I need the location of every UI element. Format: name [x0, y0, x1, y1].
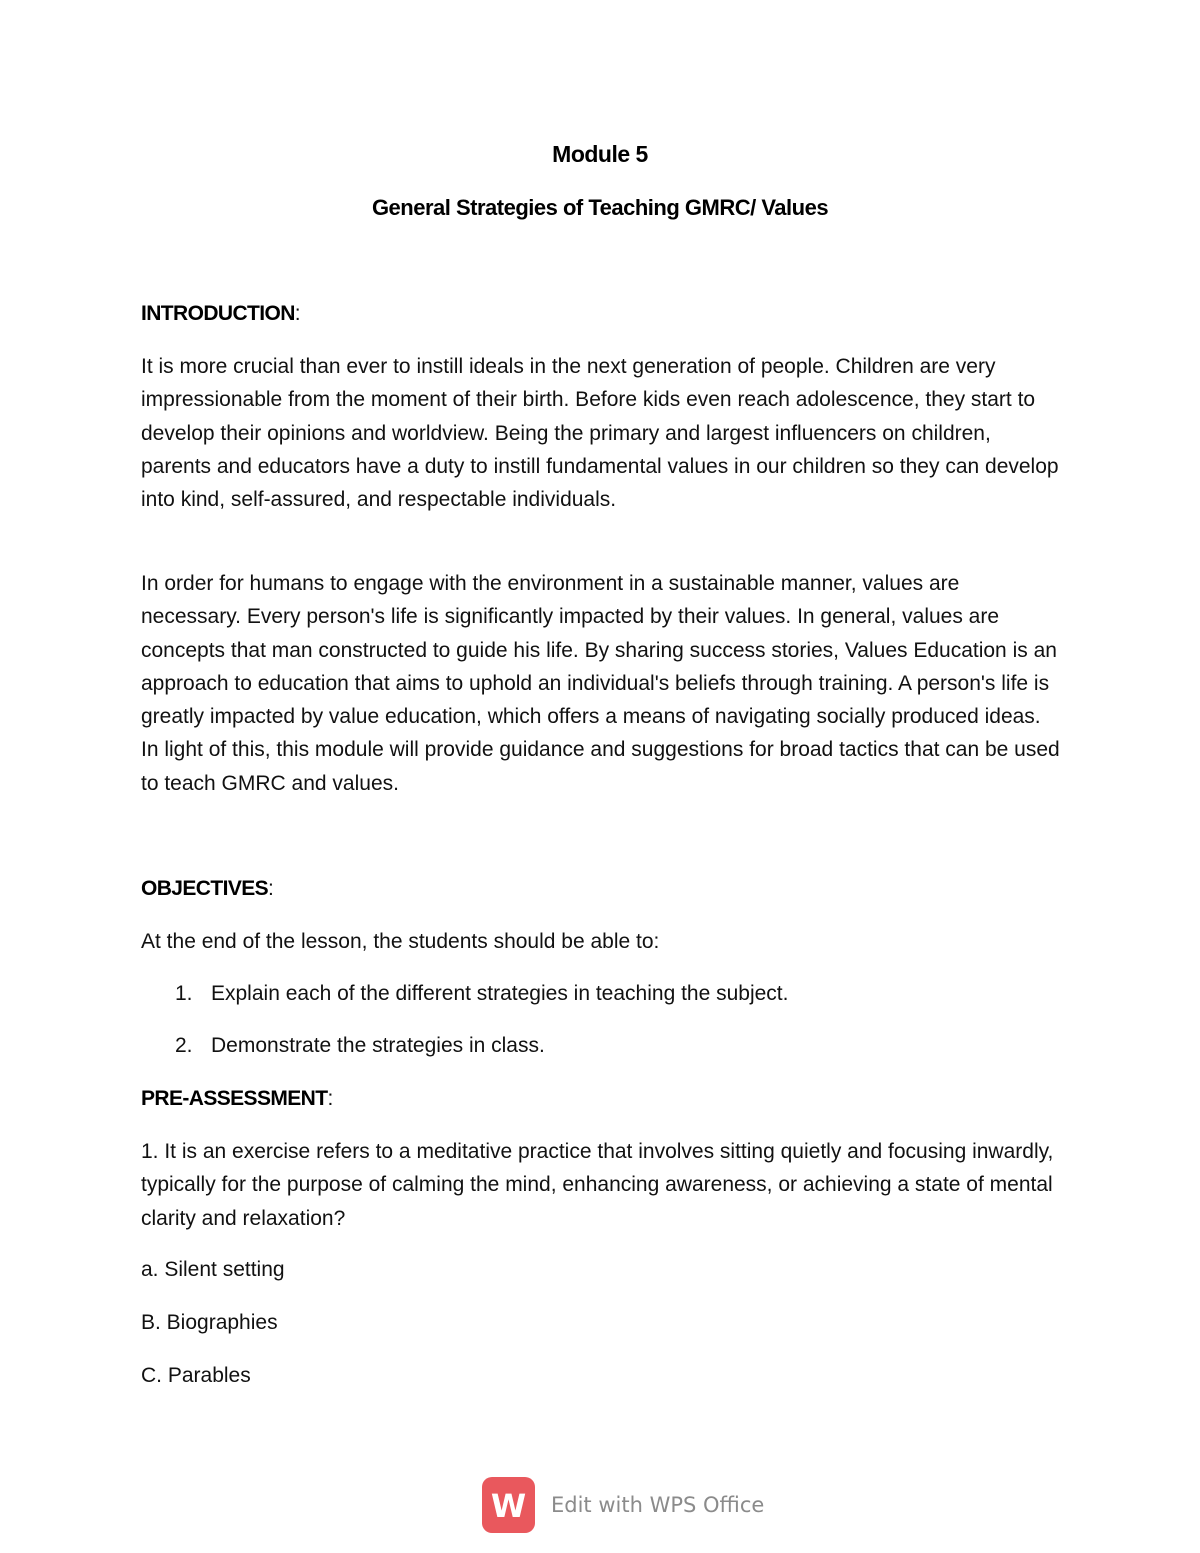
pre-assessment-heading	[141, 1082, 1061, 1115]
objective-text-1: Explain each of the different strategies in teaching the subject.	[211, 982, 789, 1005]
introduction-paragraph-1: It is more crucial than ever to instill ideals in the next generation of people. Children are very impressionable from the moment of their birth. Before kids even reach adolescence, they start to develop their opinions and worldview. Being the primary and largest influencers on children, parents and educators have a duty to instill fundamental values in our children so they can develop into kind, self-assured, and respectable individuals.	[141, 355, 1059, 512]
objective-number-2: 2.	[175, 1034, 193, 1057]
choice-c: C. Parables	[141, 1364, 251, 1387]
objective-number-1: 1.	[175, 982, 193, 1005]
pre-assessment-question-1: 1. It is an exercise refers to a meditative practice that involves sitting quietly and focusing inwardly, typically for the purpose of calming the mind, enhancing awareness, or achieving a state of mental clarity and relaxation?	[141, 1140, 1054, 1230]
introduction-paragraph-2: In order for humans to engage with the environment in a sustainable manner, values are necessary. Every person's life is significantly impacted by their values. In general, values are concepts that man constructed to guide his life. By sharing success stories, Values Education is an approach to education that aims to uphold an individual's beliefs through training. A person's life is greatly impacted by value education, which offers a means of navigating socially produced ideas. In light of this, this module will provide guidance and suggestions for broad tactics that can be used to teach GMRC and values.	[141, 572, 1060, 795]
wps-logo-icon	[482, 1477, 535, 1533]
objective-text-2: Demonstrate the strategies in class.	[211, 1034, 545, 1057]
objectives-lead: At the end of the lesson, the students should be able to:	[141, 930, 660, 953]
objectives-heading-text: OBJECTIVES	[141, 877, 269, 900]
introduction-heading-colon: :	[294, 302, 301, 325]
objective-item-2	[175, 1029, 545, 1062]
module-title: Module 5	[552, 141, 648, 167]
objectives-heading	[141, 872, 1061, 905]
wps-logo-letter: W	[490, 1487, 527, 1525]
choice-b: B. Biographies	[141, 1311, 278, 1334]
pre-assessment-heading-text: PRE-ASSESSMENT	[141, 1087, 328, 1110]
module-subtitle: General Strategies of Teaching GMRC/ Values	[371, 195, 829, 220]
introduction-heading	[141, 297, 1061, 330]
wps-office-watermark[interactable]	[482, 1477, 764, 1533]
wps-edit-label[interactable]: Edit with WPS Office	[551, 1493, 765, 1517]
objectives-heading-colon: :	[268, 877, 274, 900]
introduction-heading-text: INTRODUCTION	[141, 302, 295, 325]
pre-assessment-heading-colon: :	[327, 1087, 334, 1110]
objective-item-1	[175, 977, 788, 1010]
choice-a: a. Silent setting	[141, 1258, 285, 1281]
